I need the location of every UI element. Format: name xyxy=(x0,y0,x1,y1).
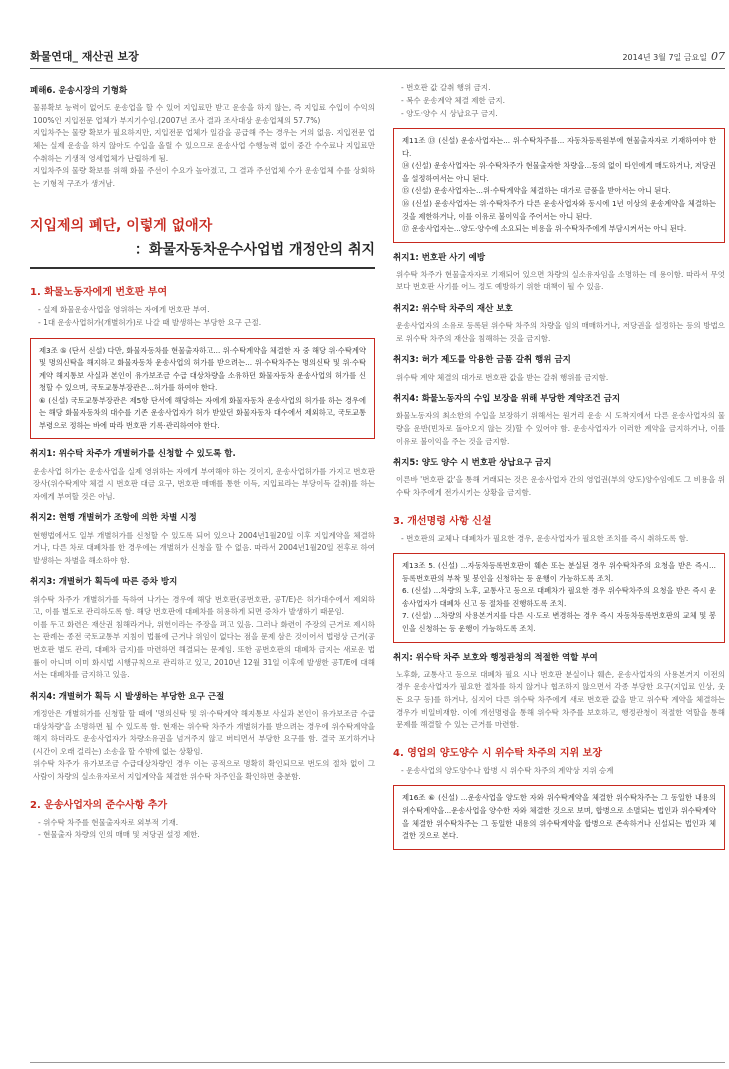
paragraph: 노후화, 교통사고 등으로 대폐차 필요 시나 번호판 분실이나 훼손, 운송사업자의 사용본거지 이전의 경우 운송사업자가 필요한 절차를 하지 않거나 협조하지 않으면서 각종 부당한 요구(지입료 인상, 웃돈 요구 등)를 하거나, 심지어 다른 위수탁 차주에게 새로 번호판 값을 받고 위수탁 계약을 체결하는 경우가 비일비재함. 이에 개선명령을 통해 위수탁 차주를 보호하고, 행정관청이 적절한 역할을 통해 문제를 해결할 수 있는 근거를 마련함. xyxy=(396,669,725,730)
law-clause: ⑭ (신설) 운송사업자는 위·수탁차주가 현물출자한 차량을...동의 없이 타인에게 매도하거나, 저당권을 설정하여서는 아니 된다. xyxy=(402,161,716,183)
section-2-heading: 2. 운송사업자의 준수사항 추가 xyxy=(30,799,168,811)
paragraph: 위수탁 차주가 개별허가를 득하여 나가는 경우에 해당 번호판(공번호판, 공T/E)은 허가대수에서 제외하고, 이를 별도로 관리하도록 함. 해당 번호판에 대폐차를 허용하게 되면 증차가 발생하기 때문임. xyxy=(33,594,375,617)
purpose-1-heading: 취지1: 위수탁 차주가 개별허가를 신청할 수 있도록 함. xyxy=(30,449,236,460)
paragraph: 위수탁 차주가 현물출자자로 기재되어 있으면 차량의 실소유자임을 소명하는 데 용이함. 따라서 무엇보다 번호판 사기를 어느 정도 예방하기 위한 대책이 될 수 있음. xyxy=(396,269,725,292)
section-1-heading: 1. 화물노동자에게 번호판 부여 xyxy=(30,287,168,299)
law-clause: 제16조 ⑥ (신설) ...운송사업을 양도한 자와 위수탁계약을 체결한 위수탁차주는 그 동일한 내용의 위수탁계약을...운송사업을 양수한 자와 체결한 것으로 보며, 합병으로 소멸되는 법인과 위수탁계약을 체결한 위수탁차주는 그 동일한 내용의 위수탁계약을 합병으로 존속하거나 신설되는 법인과 체결한 것으로 본다. xyxy=(402,793,716,841)
bullet-item: - 번호판 값 갈취 행위 금지. xyxy=(401,83,491,92)
left-column xyxy=(30,86,375,842)
law-clause: ⑯ (신설) 운송사업자는 위·수탁차주가 다른 운송사업자와 동시에 1년 이상의 운송계약을 체결하는 것을 제한하거나, 이를 이유로 불이익을 주어서는 아니 된다. xyxy=(402,198,716,221)
right-purpose-2-body xyxy=(393,320,725,345)
purpose-3-body xyxy=(30,594,375,682)
footer-divider xyxy=(30,1062,725,1063)
intro-paragraph: 지입차주는 물량 확보가 필요하지만, 지입전문 업체가 일감을 공급해 주는 경우는 거의 없음. 지입전문 업체는 실제 운송을 하지 않아도 수입을 올릴 수 있으므로 운송사업 수행능력 없이 중간 수수료나 지입료만 수취하는 기생적 영세업체가 난립하게 됨. xyxy=(33,128,375,163)
right-purpose-5-heading: 취지5: 양도 양수 시 번호판 상납요구 금지 xyxy=(393,458,552,469)
law-clause: ⑰ 운송사업자는...양도·양수에 소요되는 비용을 위·수탁차주에게 부담시켜서는 아니 된다. xyxy=(402,224,687,234)
article-headline: 지입제의 폐단, 이렇게 없애자 xyxy=(30,218,213,235)
bullet-item: - 1대 운송사업허가(개별허가)로 나갈 때 발생하는 부당한 요구 근절. xyxy=(38,317,262,327)
paragraph: 운송사업 허가는 운송사업을 실제 영위하는 자에게 부여해야 하는 것이지, 운송사업허가를 가지고 번호판 장사(위수탁계약 체결 시 번호판 대금 요구, 번호판 매매를 통한 이득, 지입료라는 부당이득 갈취)를 하는 자에게 부여할 것은 아님. xyxy=(33,466,375,501)
section-3-bullets xyxy=(393,533,725,546)
section-title: 화물연대_ 재산권 보장 xyxy=(30,50,139,63)
bullet-item: - 실제 화물운송사업을 영위하는 자에게 번호판 부여. xyxy=(38,305,210,315)
continued-bullets xyxy=(393,82,725,120)
purpose-2-heading: 취지2: 현행 개별허가 조항에 의한 차별 시정 xyxy=(30,513,197,524)
header-meta xyxy=(622,50,725,63)
bullet-item: - 양도·양수 시 상납요구 금지. xyxy=(401,108,498,118)
right-column xyxy=(393,82,725,860)
paragraph: 운송사업자의 소유로 등록된 위수탁 차주의 차량을 임의 매매하거나, 저당권을 설정하는 등의 방법으로 위수탁 차주의 재산을 침해하는 것을 금지함. xyxy=(396,321,725,343)
intro-paragraph: 물류확보 능력이 없어도 운송업을 할 수 있어 지입료만 받고 운송을 하지 않는, 즉 지입료 수입이 수익의 100%인 지입전문 업체가 부지기수임.(2007년 조사 결과 조사대상 운송업체의 57.7%) xyxy=(33,103,375,125)
law-text-box-2 xyxy=(393,128,725,242)
purpose-4-body xyxy=(30,708,375,784)
right-purpose-4-body xyxy=(393,410,725,448)
law-text-box-1 xyxy=(30,338,375,440)
law-clause: 제13조 5. (신설) ...자동차등록번호판이 훼손 또는 분실된 경우 위수탁차주의 요청을 받은 즉시...등록번호판의 부착 및 봉인을 신청하는 등 운행이 가능하도록 조치. xyxy=(402,561,716,583)
issue-date: 2014년 3월 7일 금요일 xyxy=(622,53,707,62)
paragraph: 이른바 '번호판 값'을 통해 거래되는 것은 운송사업자 간의 영업권(부의 양도)양수임에도 그 비용을 위수탁 차주에게 전가시키는 상황을 금지함. xyxy=(396,475,725,497)
paragraph: 이를 두고 화련은 재산권 침해라거나, 위헌이라는 주장을 펴고 있음. 그러나 화련이 주장의 근거로 제시하는 판례는 종전 국토교통부 지침이 법률에 근거나 위임이 없다는 점을 문제 삼은 것이어서 법령상 근거(공번호판 별도 관리, 대폐차 금지)를 마련하면 해결되는 문제임. 또한 공번호판의 대폐차 금지는 새로운 법률이 아니며 이미 화시법 시행규칙으로 관리하고 있고, 2010년 12월 31일 이후에 발생한 공T/E에 대해서는 대폐차를 금지하고 있음. xyxy=(33,619,375,680)
right-purpose-4-heading: 취지4: 화물노동자의 수입 보장을 위해 부당한 계약조건 금지 xyxy=(393,394,621,405)
right-purpose-5-body xyxy=(393,474,725,499)
right-purpose-2-heading: 취지2: 위수탁 차주의 재산 보호 xyxy=(393,304,513,314)
bullet-item: - 위수탁 차주를 현물출자자로 외부적 기재. xyxy=(38,817,179,827)
right-purpose-6-body xyxy=(393,669,725,732)
intro-body xyxy=(30,102,375,190)
right-purpose-6-heading: 취지: 위수탁 차주 보호와 행정관청의 적절한 역할 부여 xyxy=(393,652,598,663)
purpose-2-body xyxy=(30,530,375,568)
page-number: 07 xyxy=(711,50,725,63)
bullet-item: - 복수 운송계약 체결 제한 금지. xyxy=(401,95,505,105)
law-clause: ⑥ (신설) 국토교통부장관은 제5항 단서에 해당하는 자에게 화물자동차 운송사업의 허가를 하는 경우에는 해당 화물자동차의 대수를 기존 운송사업자가 허가 받았던 화물자동차 대수에서 제외하고, 국토교통부령으로 정하는 바에 따라 번호판 기록·관리하여야 한다. xyxy=(39,395,366,430)
paragraph: 위수탁 계약 체결의 대가로 번호판 값을 받는 갈취 행위를 금지함. xyxy=(396,372,609,382)
law-clause: ⑮ (신설) 운송사업자는...위·수탁계약을 체결하는 대가로 금품을 받아서는 아니 된다. xyxy=(402,186,671,196)
bullet-item: - 번호판의 교체나 대폐차가 필요한 경우, 운송사업자가 필요한 조치를 즉시 취하도록 함. xyxy=(401,533,689,543)
intro-paragraph: 지입차주의 물량 확보를 위해 화물 주선이 수요가 높아졌고, 그 결과 주선업체 수가 운송업체 수를 상회하는 기형적 구조가 생겨남. xyxy=(33,166,375,188)
right-purpose-3-heading: 취지3: 허가 제도를 악용한 금품 갈취 행위 금지 xyxy=(393,355,571,366)
paragraph: 위수탁 차주가 유가보조금 수급대상차량인 경우 이는 공적으로 명확히 확인되므로 번도의 절차 없이 그 사람이 차량의 실소유자로서 지입계약을 체결한 위수탁 차주인을 확인하면 충분함. xyxy=(33,759,375,781)
right-purpose-3-body xyxy=(393,372,725,385)
right-purpose-1-heading: 취지1: 번호판 사기 예방 xyxy=(393,252,486,263)
article-subheadline: ：화물자동차운수사업법 개정안의 취지 xyxy=(134,242,375,259)
law-clause: 제3조 ⑤ (단서 신설) 다만, 화물자동차를 현물출자하고... 위·수탁계약을 체결한 자 중 해당 위·수탁계약 및 명의신탁을 해지하고 화물자동차 운송사업의 허가를 받으려는... 위·수탁차주는 명의신탁 및 위·수탁계약 해지통보 사실과 본인이 유가보조금 수급 대상차량을 소유하던 화물자동차 운송사업의 허가를 신청할 수 있으며, 국토교통부장관은...허가를 하여야 한다. xyxy=(39,345,366,393)
law-text-box-4 xyxy=(393,785,725,849)
paragraph: 화물노동자의 최소한의 수입을 보장하기 위해서는 원거리 운송 시 도착지에서 다른 운송사업자의 물량을 운반(빈차로 돌아오지 않는 것)할 수 있어야 함. 운송사업자가 이러한 계약을 금지하거나, 이를 이유로 불이익을 주는 것을 금지함. xyxy=(396,411,725,446)
bullet-item: - 운송사업의 양도양수나 합병 시 위수탁 차주의 계약상 지위 승계 xyxy=(401,765,614,775)
law-clause: 6. (신설) ...차량의 노후, 교통사고 등으로 대폐차가 필요한 경우 위수탁차주의 요청을 받은 즉시 운송사업자가 대폐차 신고 등 절차를 진행하도록 조치. xyxy=(402,586,716,608)
paragraph: 개정안은 개별허가를 신청할 할 때에 '명의신탁 및 위·수탁계약 해지통보 사실과 본인이 유가보조금 수급 대상차량'을 소명하면 될 수 있도록 함. 현재는 위수탁 차주가 개별허가를 받으려는 경우에 위수탁계약을 해지 하더라도 운송사업자가 차량소유권을 넘겨주지 않고 버티면서 부당한 요구를 함. 결국 포기하거나 (시간이 오래 걸리는) 소송을 할 수밖에 없는 상황임. xyxy=(33,708,375,756)
law-clause: 7. (신설) ...차량의 사용본거지를 다른 시·도로 변경하는 경우 즉시 자동차등록번호판의 교체 및 봉인을 신청하는 등 운행이 가능하도록 조치. xyxy=(402,611,716,633)
section-4-heading: 4. 영업의 양도양수 시 위수탁 차주의 지위 보장 xyxy=(393,747,603,759)
purpose-1-body xyxy=(30,466,375,504)
bullet-item: - 현물출자 차량의 인의 매매 및 저당권 설정 제한. xyxy=(38,830,200,840)
page-header xyxy=(30,48,725,66)
law-clause: 제11조 ⑬ (신설) 운송사업자는... 위·수탁차주를... 자동차등록원부에 현물출자자로 기재하여야 한다. xyxy=(402,136,716,158)
intro-heading: 폐해6. 운송시장의 기형화 xyxy=(30,86,128,96)
law-text-box-3 xyxy=(393,553,725,642)
headline-divider xyxy=(30,267,375,269)
purpose-4-heading: 취지4: 개별허가 획득 시 발생하는 부당한 요구 근절 xyxy=(30,691,225,702)
section-2-bullets xyxy=(30,817,375,843)
section-3-heading: 3. 개선명령 사항 신설 xyxy=(393,515,492,527)
header-divider xyxy=(30,68,725,69)
purpose-3-heading: 취지3: 개별허가 획득에 따른 증차 방지 xyxy=(30,577,178,588)
section-4-bullets xyxy=(393,765,725,778)
section-1-bullets xyxy=(30,304,375,330)
paragraph: 현행법에서도 일부 개별허가를 신청할 수 있도록 되어 있으나 2004년1월20일 이후 지입계약을 체결하거나, 다른 차로 대폐차를 한 경우에는 개별허가 신청을 할 수 없음. 따라서 2004년1월20일 전후로 하여 발생하는 차별을 해소하야 함. xyxy=(33,530,375,565)
right-purpose-1-body xyxy=(393,269,725,294)
